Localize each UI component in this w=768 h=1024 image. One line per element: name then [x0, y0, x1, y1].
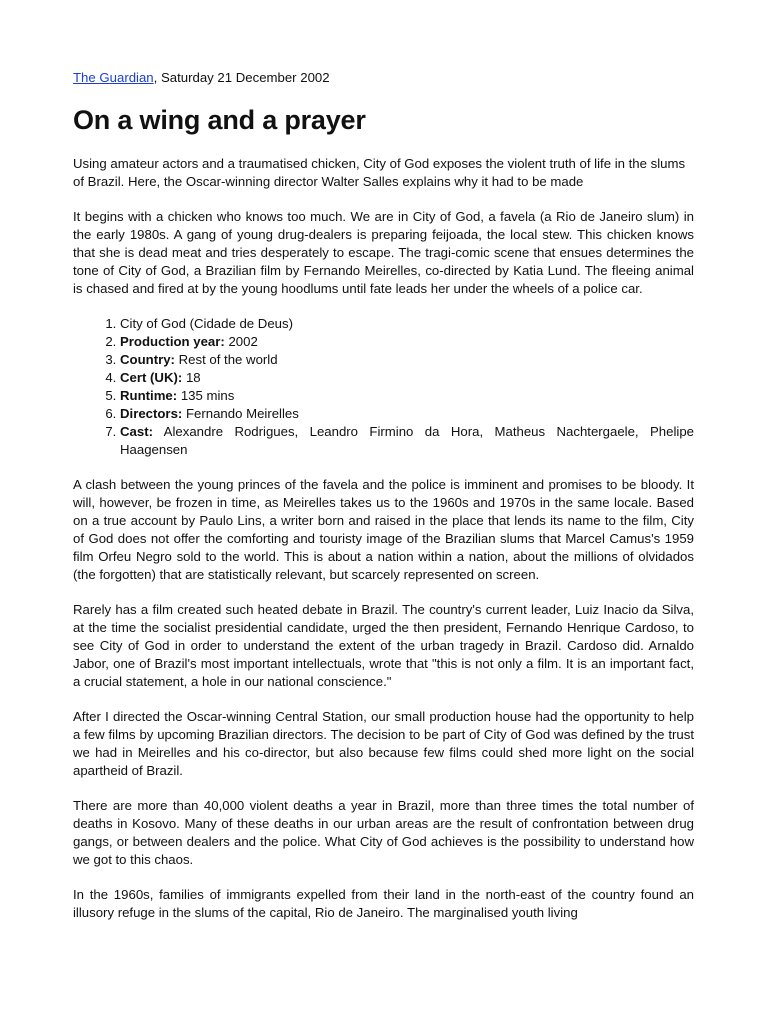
body-paragraph: A clash between the young princes of the favela and the police is imminent and promises to be bloody. It will, however, be frozen in time, as Meirelles takes us to the 1960s and 1970s in the same locale. Based on a true account by Paulo Lins, a writer born and raised in the place that lends its name to the film, City of God does not offer the comforting and touristy image of the Brazilian slums that Marcel Camus's 1959 film Orfeu Negro sold to the world. This is about a nation within a nation, about the millions of olvidados (the forgotten) that are statistically relevant, but scarcely represented on screen.	[73, 477, 694, 582]
fact-value: 2002	[224, 334, 258, 349]
fact-value: Alexandre Rodrigues, Leandro Firmino da Hora, Matheus Nachtergaele, Phelipe Haagensen	[120, 424, 694, 457]
dateline	[73, 69, 694, 86]
fact-value: City of God (Cidade de Deus)	[120, 316, 293, 331]
fact-value: Fernando Meirelles	[182, 406, 299, 421]
fact-value: 18	[182, 370, 201, 385]
guardian-link[interactable]: The Guardian	[73, 70, 154, 85]
article-title: On a wing and a prayer	[73, 105, 366, 135]
body-paragraph: There are more than 40,000 violent deaths a year in Brazil, more than three times the total number of deaths in Kosovo. Many of these deaths in our urban areas are the result of confrontation between drug gangs, or between dealers and the police. What City of God achieves is the possibility to understand how we got to this chaos.	[73, 798, 694, 867]
fact-item	[120, 387, 694, 405]
fact-item	[120, 405, 694, 423]
fact-item	[120, 333, 694, 351]
film-facts-list	[73, 315, 694, 459]
fact-item	[120, 423, 694, 459]
fact-value: Rest of the world	[174, 352, 278, 367]
article-standfirst: Using amateur actors and a traumatised chicken, City of God exposes the violent truth of life in the slums of Brazil. Here, the Oscar-winning director Walter Salles explains why it had to be made	[73, 156, 686, 189]
fact-key: Cert (UK):	[120, 370, 183, 385]
fact-item	[120, 351, 694, 369]
fact-key: Production year:	[120, 334, 225, 349]
body-paragraph: After I directed the Oscar-winning Central Station, our small production house had the opportunity to help a few films by upcoming Brazilian directors. The decision to be part of City of God was defined by the trust we had in Meirelles and his co-director, but also because few films could shed more light on the social apartheid of Brazil.	[73, 709, 694, 778]
intro-paragraph: It begins with a chicken who knows too much. We are in City of God, a favela (a Rio de Janeiro slum) in the early 1980s. A gang of young drug-dealers is preparing feijoada, the local stew. This chicken knows that she is dead meat and tries desperately to escape. The tragi-comic scene that ensues determines the tone of City of God, a Brazilian film by Fernando Meirelles, co-directed by Katia Lund. The fleeing animal is chased and fired at by the young hoodlums until fate leads her under the wheels of a police car.	[73, 209, 694, 296]
publication-date: , Saturday 21 December 2002	[153, 70, 330, 85]
fact-item	[120, 369, 694, 387]
body-paragraph: In the 1960s, families of immigrants expelled from their land in the north-east of the country found an illusory refuge in the slums of the capital, Rio de Janeiro. The marginalised youth living	[73, 887, 694, 920]
fact-key: Runtime:	[120, 388, 178, 403]
fact-value: 135 mins	[177, 388, 235, 403]
fact-key: Directors:	[120, 406, 183, 421]
body-paragraph: Rarely has a film created such heated debate in Brazil. The country's current leader, Luiz Inacio da Silva, at the time the socialist presidential candidate, urged the then president, Fernando Henrique Cardoso, to see City of God in order to understand the extent of the urban tragedy in Brazil. Cardoso did. Arnaldo Jabor, one of Brazil's most important intellectuals, wrote that "this is not only a film. It is an important fact, a crucial statement, a hole in our national conscience."	[73, 602, 694, 689]
fact-key: Country:	[120, 352, 175, 367]
fact-key: Cast:	[120, 424, 153, 439]
fact-item	[120, 315, 694, 333]
